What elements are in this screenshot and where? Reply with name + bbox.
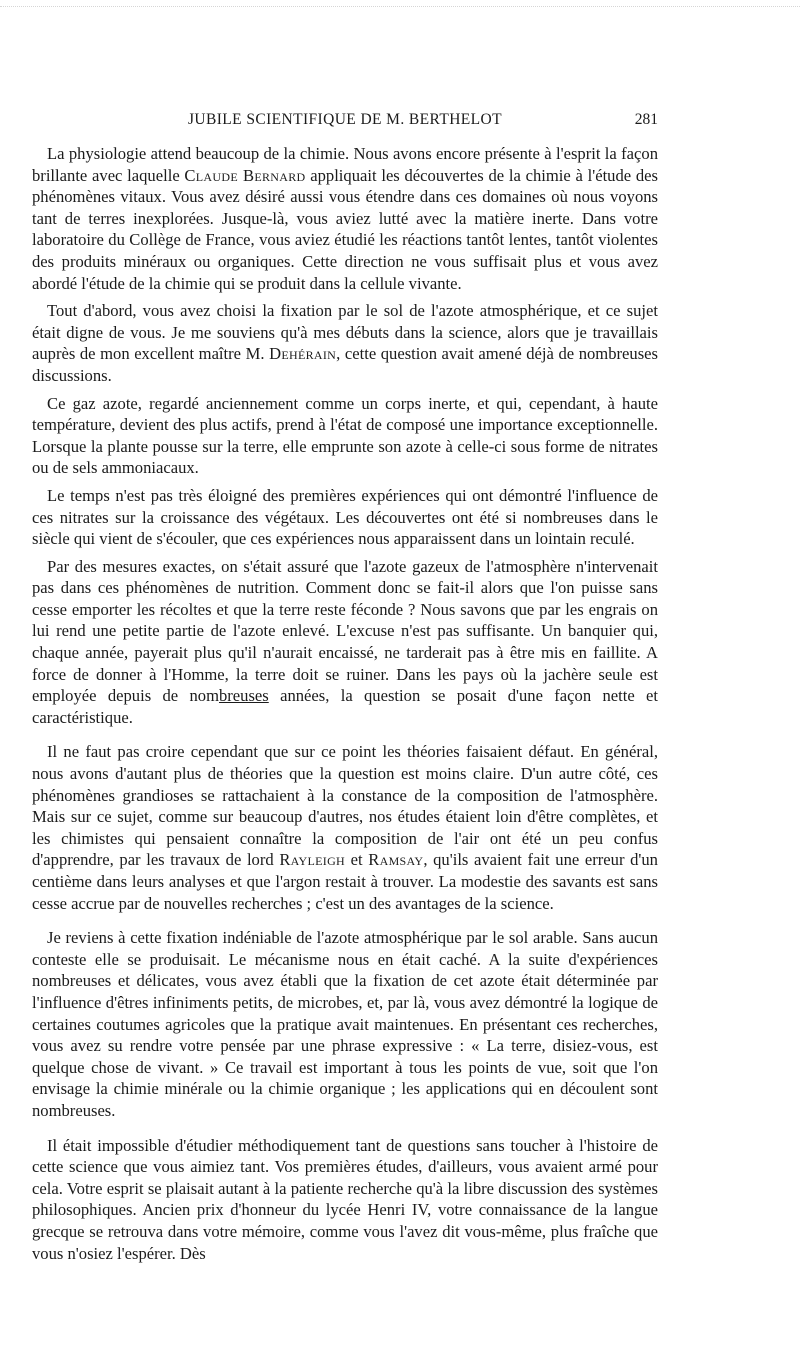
page-header [32,111,658,133]
body-text [32,143,658,1270]
person-name: Dehérain [269,344,337,364]
paragraph [32,556,658,729]
text-run: et [345,850,369,870]
person-name: Ramsay [368,850,424,870]
page-number: 281 [634,111,658,128]
paragraph [32,143,658,294]
person-name: Rayleigh [279,850,345,870]
text-run: Le temps n'est pas très éloigné des premières expériences qui ont démontré l'influence de ces nitrates sur la croissance des végétaux. Les découvertes ont été si nombreuses dans le siècle qui vient de s'écouler, que ces expériences nous apparaissent dans un lointain reculé. [32,485,658,549]
text-run: Ce gaz azote, regardé anciennement comme un corps inerte, et qui, cependant, à haute température, devient des plus actifs, prend à l'état de composé une importance exceptionnelle. Lorsque la plante pousse sur la terre, elle emprunte son azote à celle-ci sous forme de nitrates ou de sels ammoniacaux. [32,393,658,478]
text-run: breuses [218,686,269,706]
text-run: , cette question avait amené déjà de nombreuses discussions. [32,344,658,385]
text-run: Tout d'abord, vous avez choisi la fixation par le sol de l'azote atmosphérique, et ce sujet était digne de vous. Je me souviens qu'à mes débuts dans la science, alors que je travaillais auprès de mon excellent maître M. [32,301,658,364]
text-run: Par des mesures exactes, on s'était assuré que l'azote gazeux de l'atmosphère n'intervenait pas dans ces phénomènes de nutrition. Comment donc se fait-il alors que l'on puisse sans cesse emporter les récoltes et que la terre reste féconde ? Nous savons que par les engrais on lui rend une petite partie de l'azote enlevé. L'excuse n'est pas suffisante. Un banquier qui, chaque année, payerait plus qu'il n'aurait encaissé, ne tarderait pas à être mis en faillite. A force de donner à l'Homme, la terre doit se ruiner. Dans les pays où la jachère seule est employée depuis de nom [32,556,658,706]
paragraph [32,300,658,386]
paragraph [32,485,658,550]
running-head: JUBILE SCIENTIFIQUE DE M. BERTHELOT [187,111,502,128]
scan-edge-dotted-line [0,6,800,7]
text-run: La physiologie attend beaucoup de la chimie. Nous avons encore présente à l'esprit la façon brillante avec laquelle [32,144,658,185]
paragraph [32,927,658,1121]
paragraph [32,741,658,914]
paragraph [32,1135,658,1265]
text-run: Je reviens à cette fixation indéniable de l'azote atmosphérique par le sol arable. Sans aucun conteste elle se produisait. Le mécanisme nous en était caché. A la suite d'expériences nombreuses et délicates, vous avez établi que la fixation de cet azote était déterminée par l'influence d'êtres infiniments petits, de microbes, et, par là, vous avez démontré la logique de certaines coutumes agricoles que la pratique avait maintenues. En présentant ces recherches, vous avez su rendre votre pensée par une phrase expressive : « La terre, disiez-vous, est quelque chose de vivant. » Ce travail est important à tous les points de vue, soit que l'on envisage la chimie minérale ou la chimie organique ; les applications qui en découlent sont nombreuses. [32,928,658,1120]
person-name: Claude Bernard [184,165,306,185]
text-run: Il ne faut pas croire cependant que sur ce point les théories faisaient défaut. En général, nous avons d'autant plus de théories que la question est moins claire. D'un autre côté, ces phénomènes grandioses se rattachaient à la constance de la composition de l'atmosphère. Mais sur ce sujet, comme sur beaucoup d'autres, nos études étaient loin d'être complètes, et les chimistes qui pensaient connaître la composition de l'air ont été un peu confus d'apprendre, par les travaux de lord [32,742,658,870]
paragraph [32,393,658,479]
text-run: appliquait les découvertes de la chimie à l'étude des phénomènes vitaux. Vous avez désiré aussi vous étendre dans ces domaines où nous voyons tant de terres inexplorées. Jusque-là, vous aviez lutté avec la matière inerte. Dans votre laboratoire du Collège de France, vous aviez étudié les réactions tantôt lentes, tantôt violentes des produits minéraux ou organiques. Cette direction ne vous suffisait plus et vous avez abordé l'étude de la chimie qui se produit dans la cellule vivante. [32,165,658,293]
text-run: , qu'ils avaient fait une erreur d'un centième dans leurs analyses et que l'argon restait à trouver. La modestie des savants est sans cesse accrue par de nouvelles recherches ; c'est un des avantages de la science. [32,850,658,913]
text-run: années, la question se posait d'une façon nette et caractéristique. [32,686,658,727]
text-run: Il était impossible d'étudier méthodiquement tant de questions sans toucher à l'histoire de cette science que vous aimiez tant. Vos premières études, d'ailleurs, vous avaient armé pour cela. Votre esprit se plaisait autant à la patiente recherche qu'à la libre discussion des systèmes philosophiques. Ancien prix d'honneur du lycée Henri IV, votre connaissance de la langue grecque se retrouva dans votre mémoire, comme vous l'avez dit vous-même, plus fraîche que vous n'osiez l'espérer. Dès [32,1135,658,1263]
